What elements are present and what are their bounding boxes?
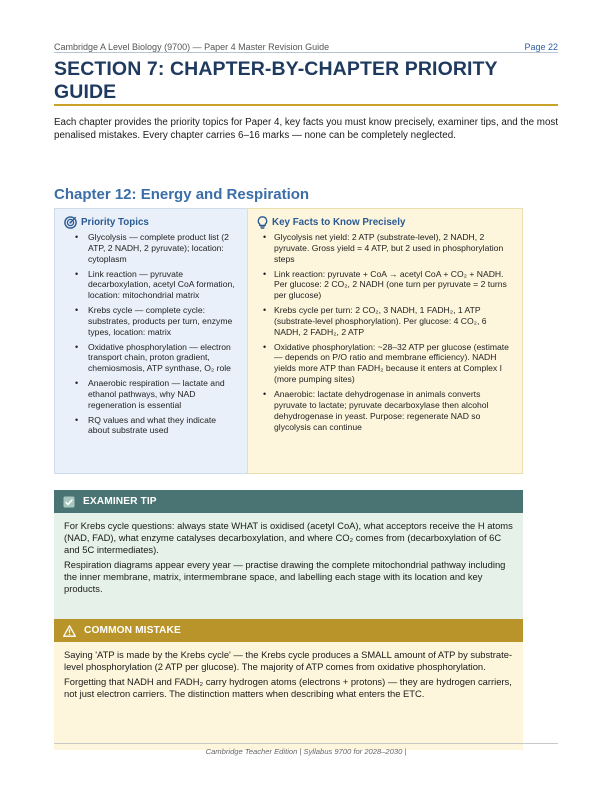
page-footer: Cambridge Teacher Edition | Syllabus 9700 for 2028–2030 |: [205, 747, 407, 756]
list-item: [64, 305, 239, 338]
examiner-tip-title: EXAMINER TIP: [83, 496, 157, 507]
list-item: [257, 342, 514, 386]
list-item: [64, 378, 239, 411]
chapter-title: Chapter 12: Energy and Respiration: [54, 186, 310, 203]
priority-topics-list: [64, 232, 239, 436]
key-facts-heading: [257, 216, 514, 229]
key-facts-panel: [247, 208, 523, 474]
list-item: [64, 269, 239, 302]
key-fact-text: Link reaction: pyruvate + CoA → acetyl CoA + CO₂ + NADH. Per glucose: 2 CO₂, 2 NADH (one turn per pyruvate = 2 turns per glucose): [274, 268, 507, 301]
examiner-tip-body: [54, 513, 523, 627]
priority-item-text: Link reaction — pyruvate decarboxylation, acetyl CoA formation, location: mitochondrial matrix: [88, 268, 235, 301]
section-title: SECTION 7: CHAPTER-BY-CHAPTER PRIORITY GUIDE: [54, 58, 498, 103]
key-fact-text: Oxidative phosphorylation: ~28–32 ATP per glucose (estimate — depends on P/O ratio and membrane efficiency). NADH yields more ATP than FADH₂ because it enters at Complex I (more pumping sites): [274, 341, 509, 385]
common-mistake-header: [54, 619, 523, 642]
common-mistake-box: [54, 619, 523, 750]
common-mistake-paragraph: Forgetting that NADH and FADH₂ carry hydrogen atoms (electrons + protons) — they are hydrogen carriers, not just electron carriers. The distinction matters when describing what enters the ETC.: [64, 676, 512, 699]
intro-paragraph: Each chapter provides the priority topics for Paper 4, key facts you must know precisely, examiner tips, and the most penalised mistakes. Every chapter carries 6–16 marks — none can be completely neglected.: [54, 117, 559, 141]
page-number: Page 22: [524, 42, 558, 52]
header-divider: [54, 52, 558, 53]
footer-divider: [54, 743, 558, 744]
header-title: Cambridge A Level Biology (9700) — Paper 4 Master Revision Guide: [54, 42, 330, 52]
common-mistake-body: [54, 642, 523, 750]
list-item: [257, 389, 514, 433]
title-divider: [54, 104, 558, 106]
priority-item-text: Glycolysis — complete product list (2 ATP, 2 NADH, 2 pyruvate); location: cytoplasm: [88, 232, 229, 264]
chapter-columns: [54, 208, 523, 474]
priority-item-text: Oxidative phosphorylation — electron transport chain, proton gradient, chemiosmosis, ATP synthase, O₂ role: [88, 341, 231, 374]
priority-topics-label: Priority Topics: [81, 217, 149, 228]
lightbulb-icon: [257, 216, 268, 229]
target-icon: [64, 216, 77, 229]
checkbox-icon: [63, 496, 75, 508]
examiner-tip-header: [54, 490, 523, 513]
list-item: [64, 415, 239, 437]
list-item: [64, 232, 239, 265]
priority-topics-heading: [64, 216, 239, 229]
common-mistake-title: COMMON MISTAKE: [84, 625, 181, 636]
priority-item-text: Anaerobic respiration — lactate and ethanol pathways, why NAD regeneration is essential: [88, 378, 225, 410]
priority-item-text: Krebs cycle — complete cycle: substrates, products per turn, enzyme types, location: matrix: [88, 305, 233, 337]
priority-item-text: RQ values and what they indicate about substrate used: [88, 414, 217, 436]
list-item: [257, 232, 514, 265]
key-fact-text: Glycolysis net yield: 2 ATP (substrate-level), 2 NADH, 2 pyruvate. Gross yield = 4 ATP, but 2 used in phosphorylation steps: [274, 232, 504, 264]
examiner-tip-box: [54, 490, 523, 627]
running-header: [54, 36, 558, 52]
key-facts-list: [257, 232, 514, 433]
key-facts-label: Key Facts to Know Precisely: [272, 217, 406, 228]
key-fact-text: Anaerobic: lactate dehydrogenase in animals converts pyruvate to lactate; pyruvate decarboxylase then alcohol dehydrogenase in yeast. Purpose: regenerate NAD so glycolysis can continue: [274, 388, 489, 432]
examiner-tip-paragraph: For Krebs cycle questions: always state WHAT is oxidised (acetyl CoA), what acceptors receive the H atoms (NAD, FAD), what enzyme catalyses decarboxylation, and where CO₂ comes from (decarboxylation of 6C and 5C intermediates).: [64, 520, 513, 555]
list-item: [257, 305, 514, 338]
priority-topics-panel: [54, 208, 247, 474]
examiner-tip-paragraph: Respiration diagrams appear every year — practise drawing the complete mitochondrial pathway including the inner membrane, matrix, intermembrane space, and labelling each stage with its location and key products.: [64, 559, 506, 594]
list-item: [257, 269, 514, 302]
warning-icon: [63, 625, 76, 637]
list-item: [64, 342, 239, 375]
common-mistake-paragraph: Saying 'ATP is made by the Krebs cycle' — the Krebs cycle produces a SMALL amount of ATP by substrate-level phosphorylation (2 ATP per glucose). The majority of ATP comes from oxidative phosphorylation.: [64, 649, 513, 672]
key-fact-text: Krebs cycle per turn: 2 CO₂, 3 NADH, 1 FADH₂, 1 ATP (substrate-level phosphorylation). Per glucose: 4 CO₂, 6 NADH, 2 FADH₂, 2 ATP: [274, 305, 487, 337]
